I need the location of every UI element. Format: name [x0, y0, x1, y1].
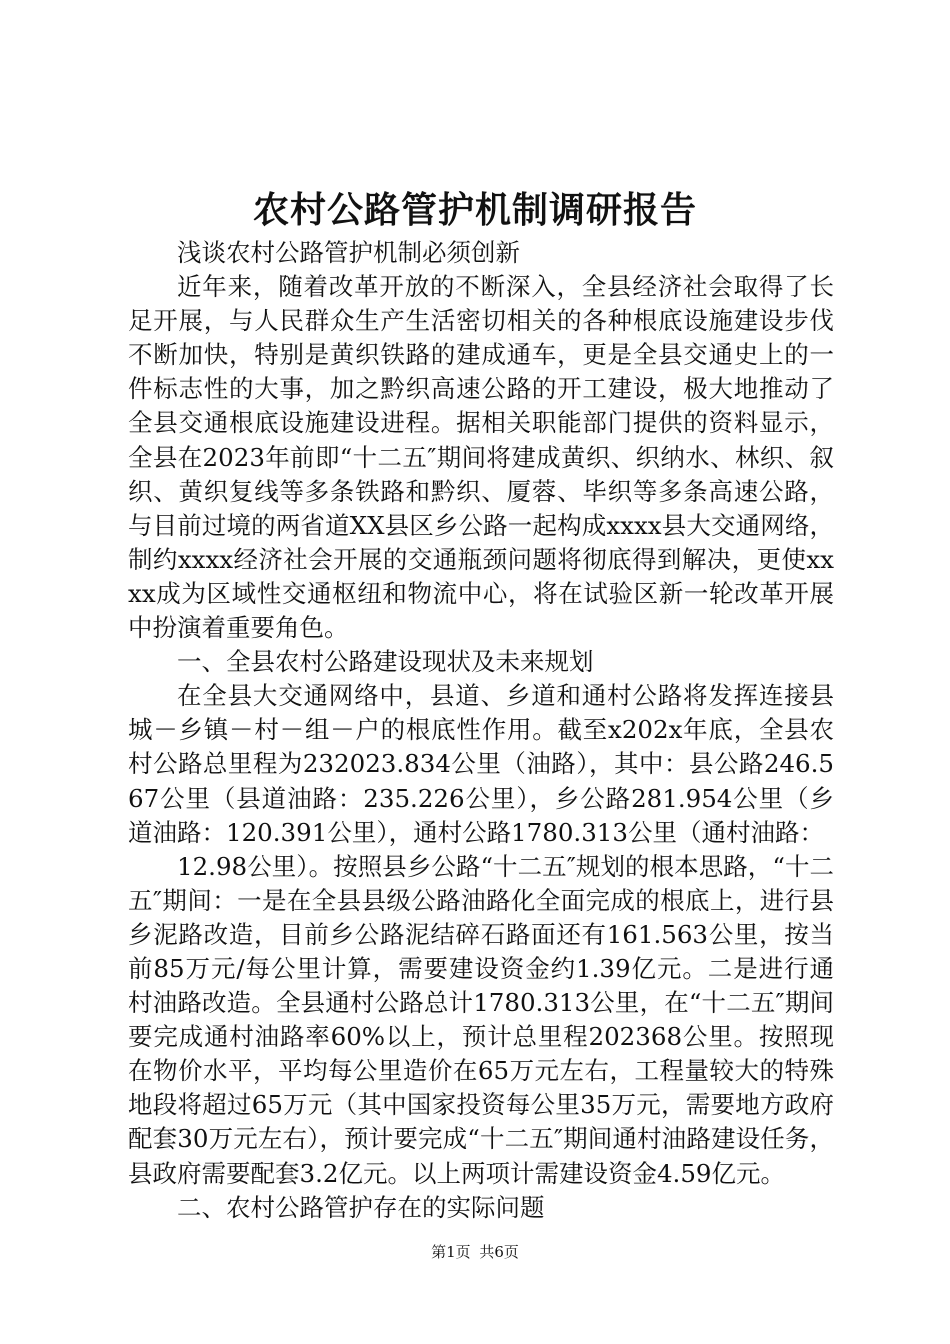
paragraph-subtitle: 浅谈农村公路管护机制必须创新 [177, 238, 520, 267]
section-heading-2: 二、农村公路管护存在的实际问题 [177, 1192, 545, 1222]
page-footer [0, 1242, 950, 1262]
section-heading-1: 一、全县农村公路建设现状及未来规划 [177, 647, 594, 677]
paragraph-plan: 12.98公里）。按照县乡公路“十二五″规划的根本思路，“十二五″期间：一是在全县县级公路油路化全面完成的根底上，进行县乡泥路改造，目前乡公路泥结碎石路面还有161.563公里，按当前85万元/每公里计算，需要建设资金约1.39亿元。二是进行通村油路改造。全县通村公路总计1780.313公里，在“十二五″期间要完成通村油路率60%以上，预计总里程202368公里。按照现在物价水平，平均每公里造价在65万元左右，工程量较大的特殊地段将超过65万元（其中国家投资每公里35万元，需要地方政府配套30万元左右），预计要完成“十二五″期间通村油路建设任务，县政府需要配套3.2亿元。以上两项计需建设资金4.59亿元。 [128, 851, 834, 1188]
page-number: 第1页 [431, 1243, 471, 1261]
page-total: 共6页 [479, 1243, 519, 1261]
paragraph-status: 在全县大交通网络中，县道、乡道和通村公路将发挥连接县城－乡镇－村－组－户的根底性作用。截至x202x年底，全县农村公路总里程为232023.834公里（油路），其中：县公路246.567公里（县道油路：235.226公里），乡公路281.954公里（乡道油路：120.391公里），通村公路1780.313公里（通村油路： [128, 681, 834, 847]
document-body [128, 236, 834, 1225]
page-title: 农村公路管护机制调研报告 [252, 189, 697, 231]
paragraph-intro: 近年来，随着改革开放的不断深入，全县经济社会取得了长足开展，与人民群众生产生活密切相关的各种根底设施建设步伐不断加快，特别是黄织铁路的建成通车，更是全县交通史上的一件标志性的大事，加之黔织高速公路的开工建设，极大地推动了全县交通根底设施建设进程。据相关职能部门提供的资料显示，全县在2023年前即“十二五″期间将建成黄织、织纳水、林织、叙织、黄织复线等多条铁路和黔织、厦蓉、毕织等多条高速公路，与目前过境的两省道XX县区乡公路一起构成xxxx县大交通网络，制约xxxx经济社会开展的交通瓶颈问题将彻底得到解决，更使xxxx成为区域性交通枢纽和物流中心，将在试验区新一轮改革开展中扮演着重要角色。 [128, 272, 834, 643]
